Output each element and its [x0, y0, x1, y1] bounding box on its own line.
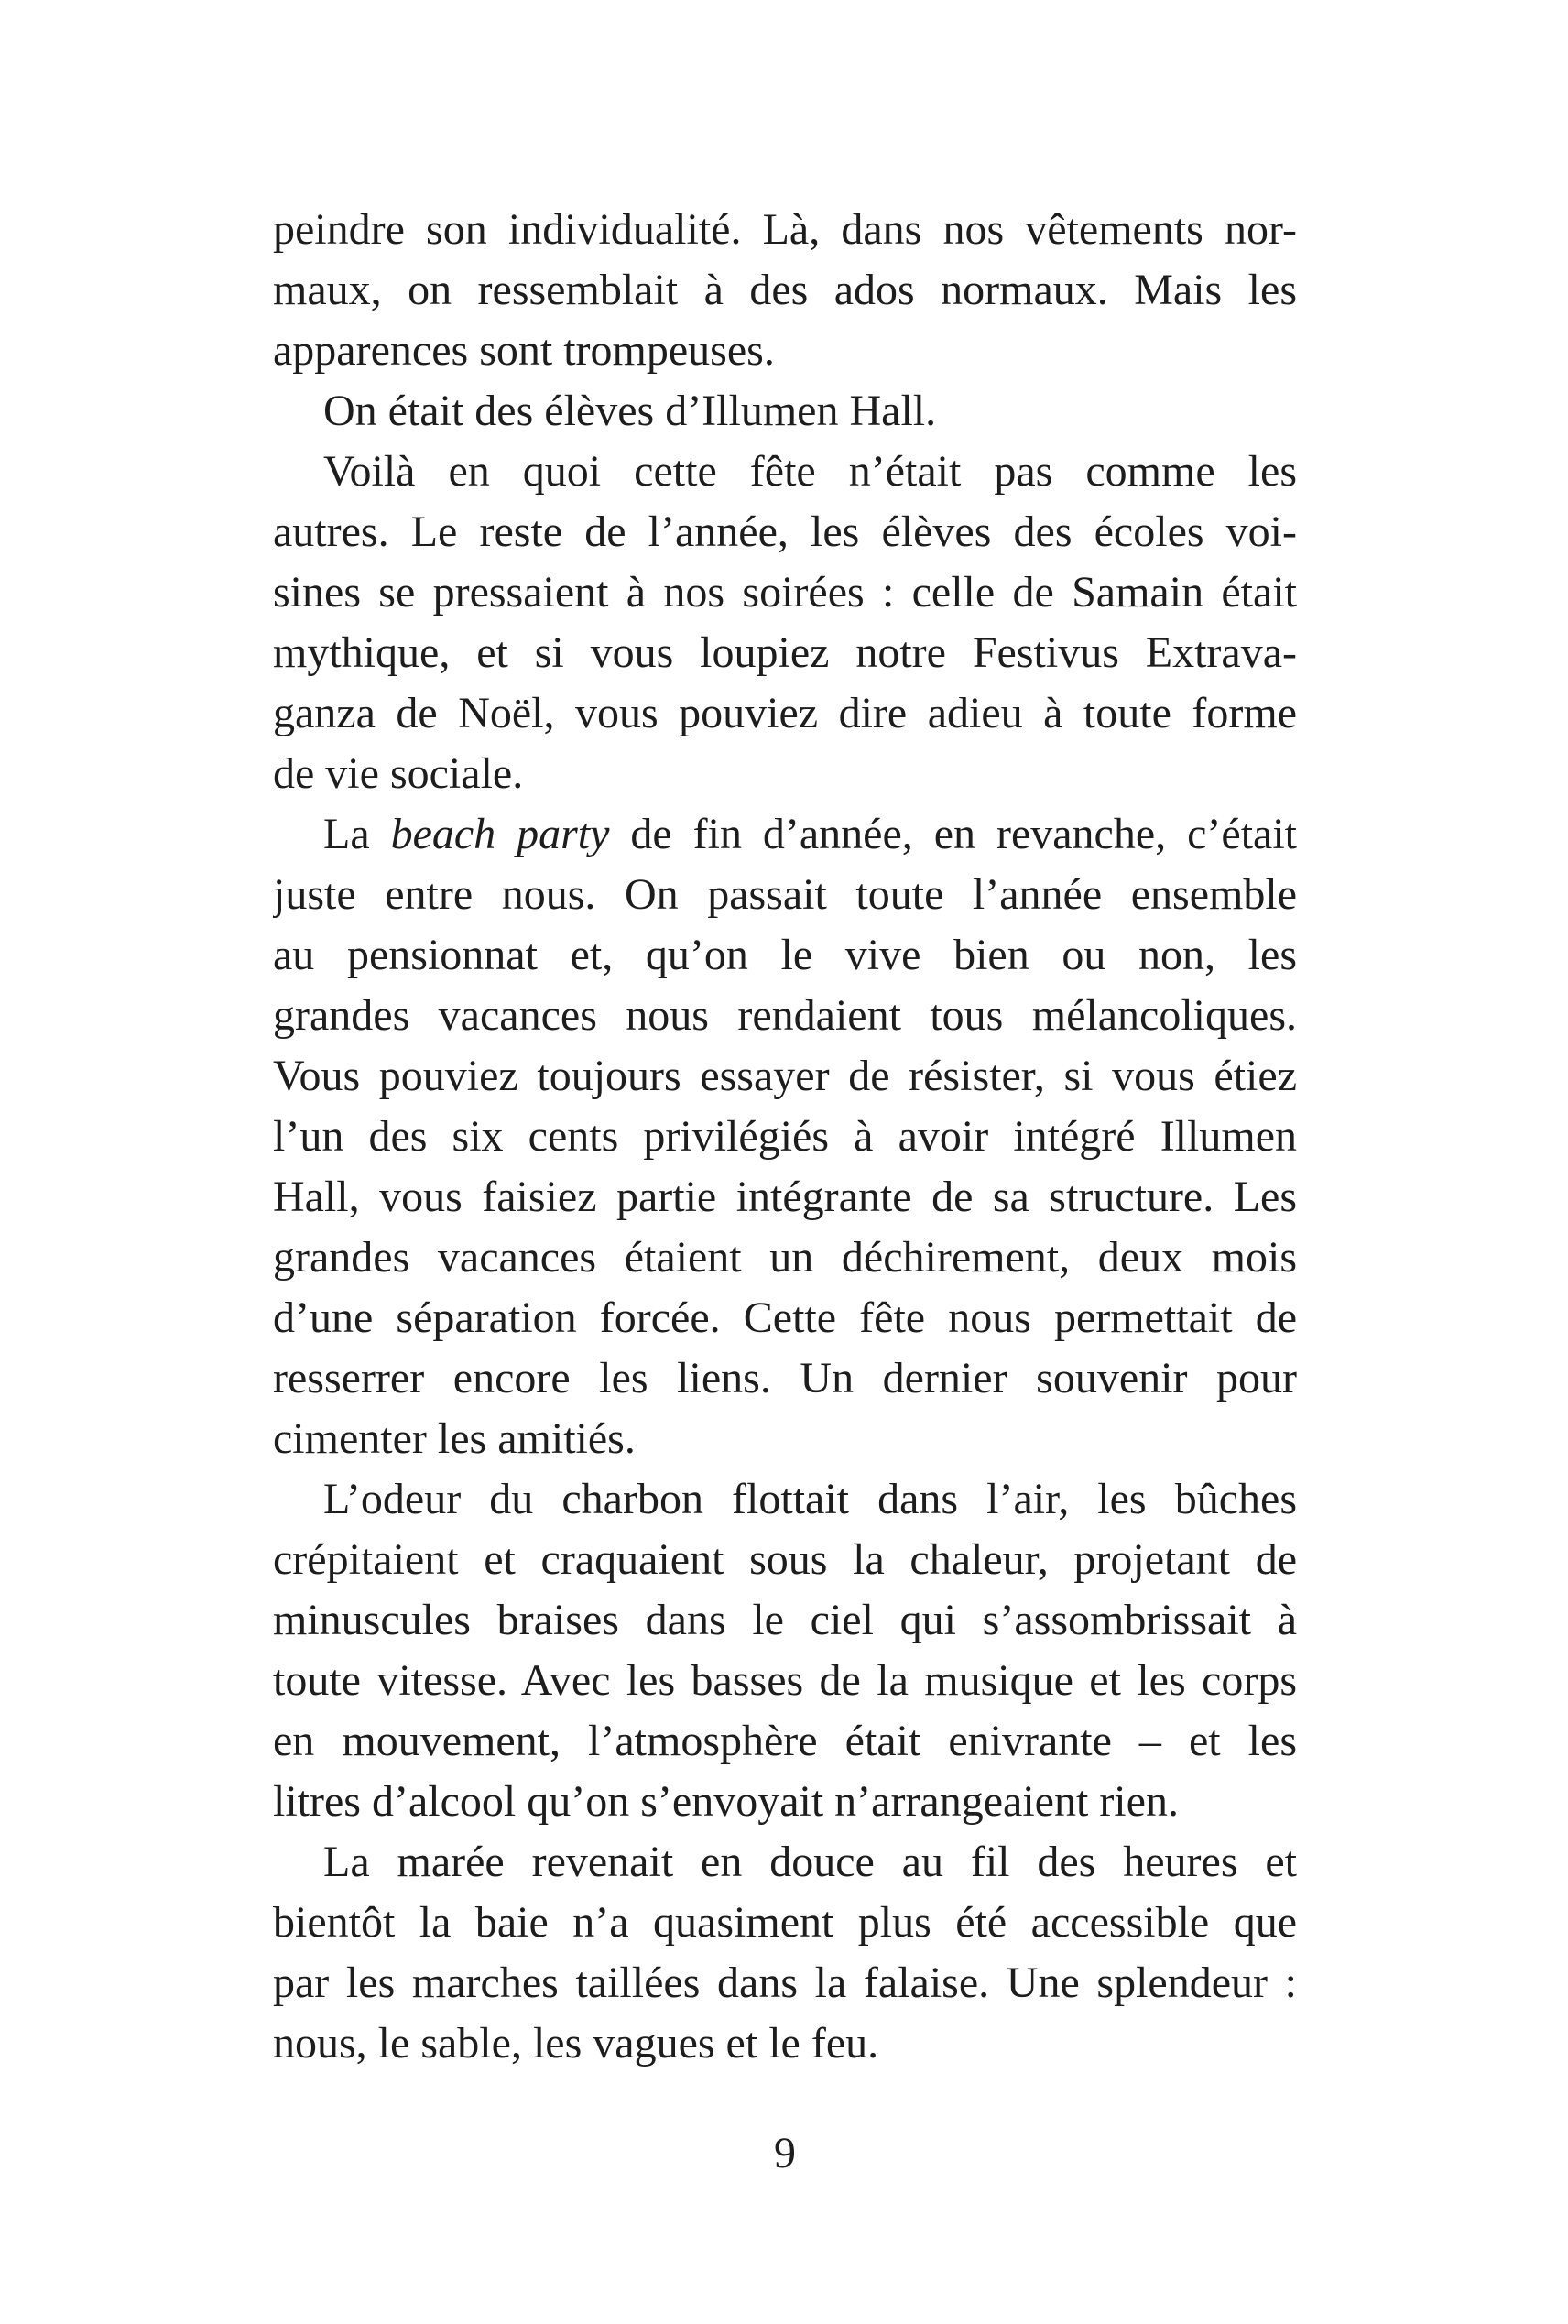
text-segment: de fin d’année, en revanche, c’était — [609, 810, 1297, 858]
text-segment: Vous pouviez toujours essayer de résister, si vous étiez — [273, 1052, 1297, 1100]
text-segment: La — [323, 810, 391, 858]
text-line — [273, 442, 1297, 502]
text-segment: nous, le sable, les vagues et le feu. — [273, 2019, 879, 2068]
text-line — [273, 381, 1297, 442]
text-line — [273, 1893, 1297, 1953]
text-line — [273, 1046, 1297, 1107]
text-segment: d’une séparation forcée. Cette fête nous permettait de — [273, 1293, 1297, 1342]
text-line — [273, 1288, 1297, 1348]
paragraph — [273, 442, 1297, 804]
text-segment: maux, on ressemblait à des ados normaux. Mais les — [273, 266, 1297, 314]
text-line — [273, 1711, 1297, 1772]
text-segment: autres. Le reste de l’année, les élèves des écoles voi- — [273, 507, 1297, 556]
text-line — [273, 1227, 1297, 1288]
text-segment: en mouvement, l’atmosphère était enivrante – et les — [273, 1717, 1297, 1765]
text-segment: toute vitesse. Avec les basses de la musique et les corps — [273, 1656, 1297, 1705]
text-line — [273, 683, 1297, 744]
text-segment: minuscules braises dans le ciel qui s’assombrissait à — [273, 1596, 1297, 1644]
text-segment: Voilà en quoi cette fête n’était pas comme les — [323, 447, 1297, 496]
text-line — [273, 1469, 1297, 1530]
text-line — [273, 1953, 1297, 2013]
text-segment: resserrer encore les liens. Un dernier souvenir pour — [273, 1354, 1297, 1402]
text-segment: La marée revenait en douce au fil des heures et — [323, 1838, 1297, 1886]
text-segment: bientôt la baie n’a quasiment plus été accessible que — [273, 1898, 1297, 1947]
text-line — [273, 623, 1297, 683]
text-segment: L’odeur du charbon flottait dans l’air, les bûches — [323, 1475, 1297, 1523]
italic-text: beach party — [390, 810, 610, 858]
text-line — [273, 260, 1297, 321]
page-number: 9 — [774, 2129, 796, 2177]
text-segment: Hall, vous faisiez partie intégrante de sa structure. Les — [273, 1173, 1297, 1221]
text-segment: litres d’alcool qu’on s’envoyait n’arrangeaient rien. — [273, 1777, 1179, 1826]
paragraph — [273, 200, 1297, 381]
text-line — [273, 865, 1297, 925]
text-line — [273, 1590, 1297, 1651]
text-line — [273, 562, 1297, 623]
text-line — [273, 1530, 1297, 1590]
text-segment: On était des élèves d’Illumen Hall. — [323, 387, 937, 435]
page-text — [273, 200, 1297, 2074]
text-segment: de vie sociale. — [273, 749, 524, 798]
text-segment: cimenter les amitiés. — [273, 1414, 636, 1463]
text-line — [273, 744, 1297, 804]
text-segment: apparences sont trompeuses. — [273, 326, 775, 375]
text-line — [273, 1348, 1297, 1409]
text-line — [273, 200, 1297, 260]
text-line — [273, 804, 1297, 865]
text-line — [273, 1107, 1297, 1167]
text-segment: crépitaient et craquaient sous la chaleur, projetant de — [273, 1535, 1297, 1584]
text-segment: mythique, et si vous loupiez notre Festivus Extrava- — [273, 628, 1297, 677]
text-segment: grandes vacances étaient un déchirement, deux mois — [273, 1233, 1297, 1282]
text-line — [273, 1651, 1297, 1711]
paragraph — [273, 1832, 1297, 2074]
paragraph — [273, 381, 1297, 442]
text-line — [273, 1772, 1297, 1832]
text-segment: sines se pressaient à nos soirées : celle de Samain était — [273, 568, 1297, 616]
text-segment: par les marches taillées dans la falaise. Une splendeur : — [273, 1958, 1297, 2007]
text-segment: juste entre nous. On passait toute l’année ensemble — [273, 870, 1297, 919]
text-line — [273, 986, 1297, 1046]
text-segment: peindre son individualité. Là, dans nos vêtements nor- — [273, 205, 1297, 254]
text-line — [273, 1409, 1297, 1469]
text-segment: au pensionnat et, qu’on le vive bien ou non, les — [273, 931, 1297, 979]
text-segment: ganza de Noël, vous pouviez dire adieu à toute forme — [273, 689, 1297, 737]
text-line — [273, 925, 1297, 986]
text-segment: grandes vacances nous rendaient tous mélancoliques. — [273, 991, 1297, 1040]
text-line — [273, 1832, 1297, 1893]
paragraph — [273, 1469, 1297, 1832]
text-segment: l’un des six cents privilégiés à avoir intégré Illumen — [273, 1112, 1297, 1161]
text-line — [273, 2013, 1297, 2074]
text-line — [273, 502, 1297, 562]
text-line — [273, 1167, 1297, 1227]
paragraph — [273, 804, 1297, 1469]
text-line — [273, 321, 1297, 381]
